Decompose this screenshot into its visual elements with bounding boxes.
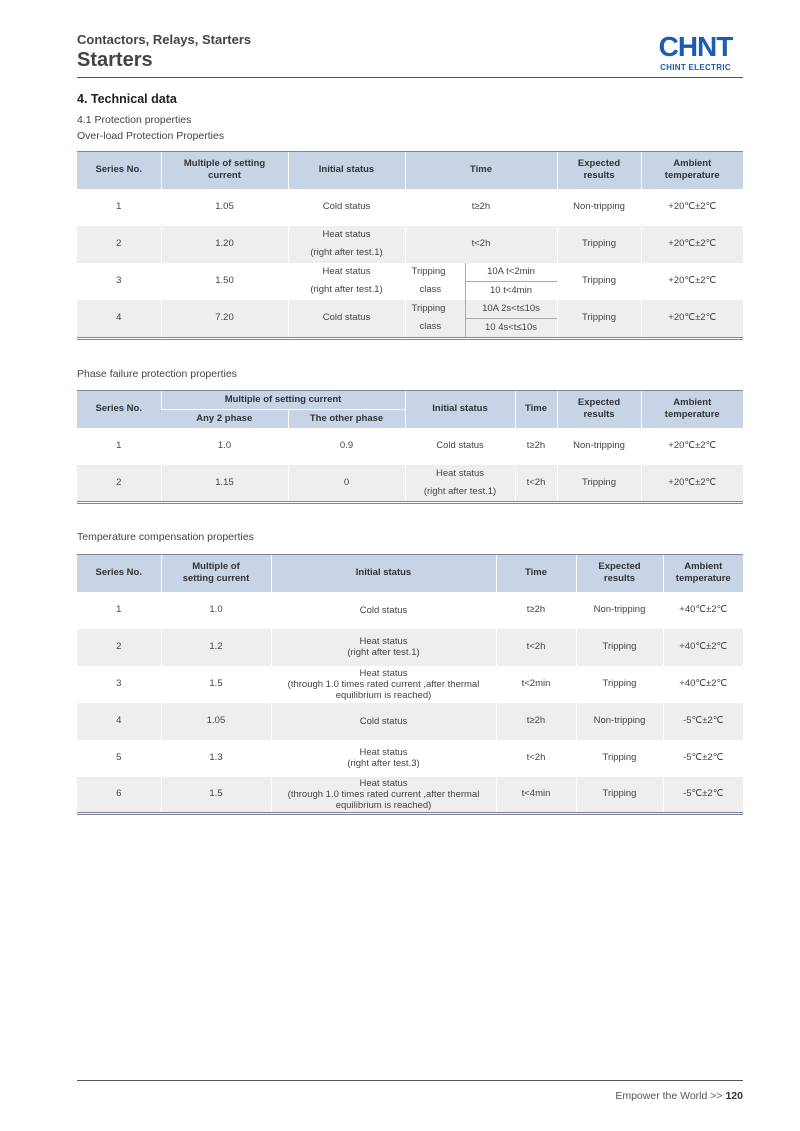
cell-temp: +20℃±2℃ [641, 465, 743, 503]
page-number: 120 [725, 1090, 743, 1102]
cell-time: t≥2h [405, 189, 557, 226]
tempcomp-label: Temperature compensation properties [77, 531, 254, 543]
col-multiple: Multiple of setting current [161, 555, 271, 592]
cell-status: Cold status [288, 300, 405, 339]
col-multiple: Multiple of setting current [161, 391, 405, 410]
cell-no: 1 [116, 604, 122, 615]
table-row [77, 777, 743, 814]
footer-divider [77, 1080, 743, 1081]
trip-line: class [419, 284, 442, 295]
cell-status: Cold status [405, 428, 515, 465]
cell-mult: 1.50 [161, 263, 288, 300]
footer [615, 1090, 743, 1102]
cell-time: t<2h [496, 629, 576, 666]
cell-no: 4 [77, 300, 161, 339]
cell-mult: 1.5 [161, 666, 271, 703]
table-row [77, 189, 743, 226]
col-time: Time [405, 152, 557, 189]
status-line: Heat status [359, 747, 408, 758]
cell-status [271, 629, 496, 666]
table-row [77, 263, 743, 300]
cell-mult: 7.20 [161, 300, 288, 339]
trip-time: 10A 2s<t≤10s [482, 302, 540, 314]
col-other: The other phase [288, 410, 405, 428]
cell-time: t≥2h [515, 428, 557, 465]
cell-no: 5 [116, 752, 122, 763]
cell-result: Non-tripping [557, 428, 641, 465]
status-line: Cold status [359, 715, 408, 727]
status-line: (through 1.0 times rated current ,after thermal [287, 678, 480, 690]
cell-time: t<2h [496, 740, 576, 777]
cell-mult: 1.5 [161, 777, 271, 814]
cell-no: 4 [77, 703, 161, 740]
cell-trip-class [405, 263, 465, 300]
cell-time: t≥2h [496, 703, 576, 740]
status-line: equilibrium is reached) [335, 689, 432, 701]
cell-temp: -5℃±2℃ [663, 777, 743, 814]
cell-status [271, 592, 496, 629]
col-temp: Ambient temperature [641, 391, 743, 428]
header-category: Contactors, Relays, Starters [77, 32, 252, 47]
cell-no: 2 [77, 465, 161, 503]
cell-result: Tripping [557, 300, 641, 339]
cell-trip-times [465, 300, 557, 339]
cell-result: Tripping [576, 629, 663, 666]
trip-time: 10 t<4min [466, 281, 557, 300]
trip-line: Tripping [411, 266, 446, 277]
status-line: Heat status [359, 777, 408, 789]
cell-temp: +20℃±2℃ [641, 428, 743, 465]
status-line: Cold status [359, 604, 408, 616]
logo-subtitle: CHINT ELECTRIC [660, 63, 731, 72]
cell-temp: -5℃±2℃ [663, 740, 743, 777]
cell-mult: 1.20 [161, 226, 288, 263]
table-row [77, 428, 743, 465]
cell-result: Tripping [557, 226, 641, 263]
col-status: Initial status [271, 555, 496, 592]
header-divider [77, 77, 743, 78]
cell-any2: 1.15 [161, 465, 288, 503]
cell-status [271, 740, 496, 777]
cell-trip-times [465, 263, 557, 300]
cell-mult: 1.3 [161, 740, 271, 777]
footer-slogan: Empower the World >> [615, 1090, 723, 1102]
col-temp: Ambient temperature [663, 555, 743, 592]
table-row [77, 629, 743, 666]
subsection-title: 4.1 Protection properties [77, 114, 192, 126]
col-status: Initial status [405, 391, 515, 428]
table-row [77, 666, 743, 703]
cell-no: 2 [77, 629, 161, 666]
cell-any2: 1.0 [161, 428, 288, 465]
col-time: Time [496, 555, 576, 592]
trip-time: 10A t<2min [487, 265, 535, 277]
trip-line: class [419, 321, 442, 332]
cell-mult: 1.0 [161, 592, 271, 629]
col-any2: Any 2 phase [161, 410, 288, 428]
col-series: Series No. [77, 555, 161, 592]
cell-temp: -5℃±2℃ [663, 703, 743, 740]
col-status: Initial status [288, 152, 405, 189]
table-row [77, 592, 743, 629]
page-title: Starters [77, 49, 153, 71]
cell-mult: 1.2 [161, 629, 271, 666]
tempcomp-table [77, 554, 743, 815]
cell-status [271, 777, 496, 814]
cell-time: t<2min [496, 666, 576, 703]
col-result: Expected results [576, 555, 663, 592]
cell-result: Non-tripping [576, 592, 663, 629]
cell-temp: +40℃±2℃ [663, 592, 743, 629]
status-line: Heat status [322, 229, 371, 240]
overload-label: Over-load Protection Properties [77, 130, 225, 142]
cell-status [288, 263, 405, 300]
cell-no: 3 [116, 678, 122, 689]
col-temp: Ambient temperature [641, 152, 743, 189]
cell-temp: +20℃±2℃ [641, 263, 743, 300]
cell-result: Tripping [576, 666, 663, 703]
cell-result: Non-tripping [557, 189, 641, 226]
cell-no: 1 [116, 201, 122, 212]
table-row [77, 740, 743, 777]
col-series: Series No. [77, 152, 161, 189]
cell-result: Tripping [576, 740, 663, 777]
status-line: equilibrium is reached) [335, 799, 432, 811]
cell-mult: 1.05 [161, 703, 271, 740]
cell-time: t≥2h [496, 592, 576, 629]
trip-time: 10 4s<t≤10s [466, 318, 557, 337]
col-series: Series No. [77, 391, 161, 428]
table-row [77, 300, 743, 339]
cell-status: Cold status [288, 189, 405, 226]
col-result: Expected results [557, 391, 641, 428]
status-line: Heat status [359, 667, 408, 679]
section-title: 4. Technical data [77, 92, 177, 106]
status-line: (through 1.0 times rated current ,after thermal [287, 788, 480, 800]
cell-trip-class [405, 300, 465, 339]
cell-time: t<2h [405, 226, 557, 263]
cell-result: Tripping [557, 465, 641, 503]
cell-status [405, 465, 515, 503]
cell-status [288, 226, 405, 263]
cell-temp: +20℃±2℃ [641, 226, 743, 263]
cell-mult: 1.05 [161, 189, 288, 226]
cell-result: Non-tripping [576, 703, 663, 740]
cell-temp: +40℃±2℃ [663, 666, 743, 703]
cell-time: t<2h [515, 465, 557, 503]
cell-no: 6 [77, 777, 161, 814]
status-line: (right after test.1) [310, 284, 383, 295]
status-line: (right after test.3) [347, 758, 420, 769]
chint-logo [648, 33, 743, 72]
trip-line: Tripping [411, 303, 446, 314]
cell-no: 1 [116, 440, 122, 451]
col-time: Time [515, 391, 557, 428]
status-line: Heat status [322, 266, 371, 277]
cell-other: 0 [288, 465, 405, 503]
col-multiple: Multiple of setting current [161, 152, 288, 189]
cell-status [271, 666, 496, 703]
cell-result: Tripping [576, 777, 663, 814]
status-line: Heat status [435, 467, 485, 479]
cell-status [271, 703, 496, 740]
cell-result: Tripping [557, 263, 641, 300]
cell-temp: +20℃±2℃ [641, 189, 743, 226]
cell-time: t<4min [496, 777, 576, 814]
cell-no: 2 [77, 226, 161, 263]
table-row [77, 465, 743, 503]
status-line: (right after test.1) [310, 247, 383, 258]
logo-mark: CHNT [658, 31, 733, 62]
phase-label: Phase failure protection properties [77, 368, 237, 380]
cell-temp: +20℃±2℃ [641, 300, 743, 339]
table-row [77, 226, 743, 263]
table-row [77, 703, 743, 740]
status-line: Heat status [359, 636, 408, 647]
cell-other: 0.9 [288, 428, 405, 465]
cell-temp: +40℃±2℃ [663, 629, 743, 666]
cell-no: 3 [116, 275, 122, 286]
phase-table [77, 390, 743, 504]
status-line: (right after test.1) [347, 647, 420, 658]
col-result: Expected results [557, 152, 641, 189]
overload-table [77, 151, 743, 340]
status-line: (right after test.1) [423, 485, 497, 497]
